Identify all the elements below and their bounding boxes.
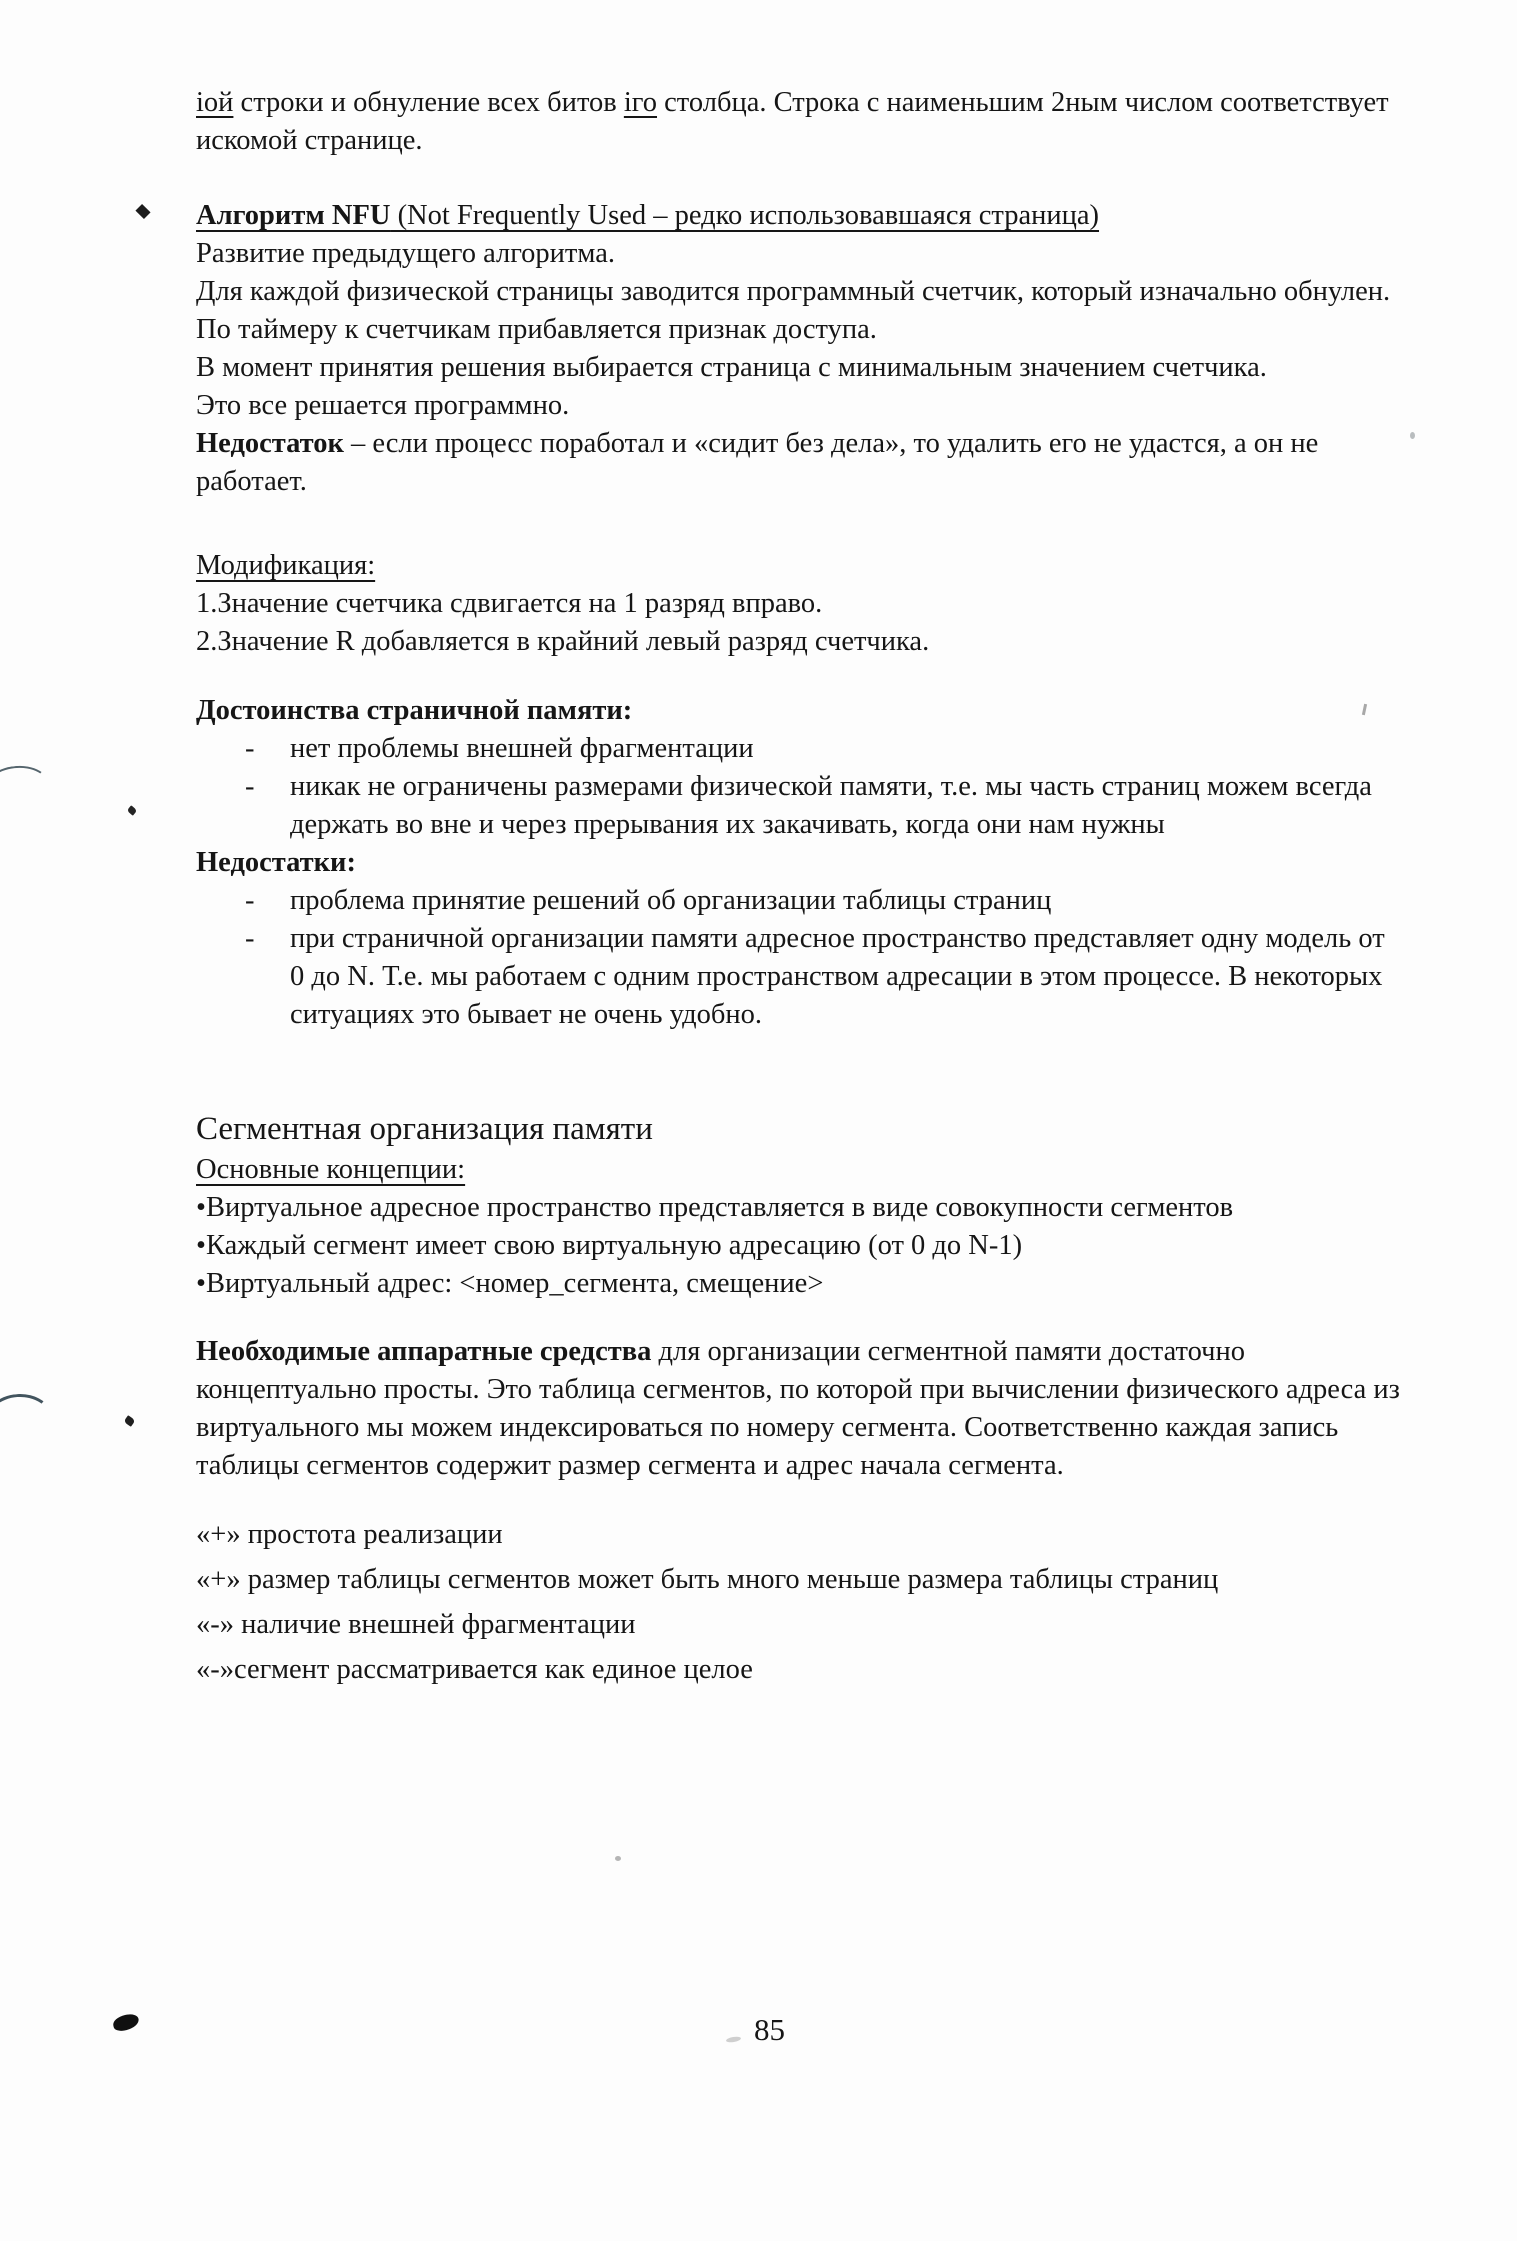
nfu-drawback-paragraph [196,425,1404,501]
nfu-paragraph: Для каждой физической страницы заводится программный счетчик, который изначально обнулен. По таймеру к счетчикам прибавляется признак доступа. [196,276,1391,345]
scan-arc-artifact [0,762,54,819]
segment-concepts [196,1151,1404,1303]
segment-section-title: Сегментная организация памяти [196,1111,653,1147]
scan-speck-artifact [615,1856,621,1861]
dash-marker: - [245,885,255,916]
nfu-drawback-label: Недостаток [196,428,344,459]
list-item [196,882,1404,920]
pros-cons-section [196,1516,1404,1689]
segment-hardware-section [196,1333,1404,1485]
page-content [196,84,1404,1696]
intro-paragraph [196,84,1404,160]
pros-cons-line: «-»сегмент рассматривается как единое целое [196,1654,753,1685]
advantages-heading [196,692,1404,730]
margin-ink-dot-icon [127,805,138,816]
advantages-section [196,692,1404,844]
dash-marker: - [245,771,255,802]
segment-bullet: •Каждый сегмент имеет свою виртуальную адресацию (от 0 до N-1) [196,1230,1023,1261]
disadvantages-heading-text: Недостатки: [196,847,356,878]
list-item [196,768,1404,844]
advantages-heading-text: Достоинства страничной памяти: [196,695,633,726]
list-item-text: никак не ограничены размерами физической памяти, т.е. мы часть страниц можем всегда держать во вне и через прерывания их закачивать, когда они нам нужны [290,771,1372,840]
page-number: 85 [754,2012,785,2047]
list-item-text: проблема принятие решений об организации таблицы страниц [290,885,1052,916]
modification-item: 2.Значение R добавляется в крайний левый разряд счетчика. [196,626,930,657]
nfu-drawback-text: – если процесс поработал и «сидит без дела», то удалить его не удастся, а он не работает. [196,428,1319,497]
segment-hardware-paragraph [196,1333,1404,1485]
segment-hardware-text: для организации сегментной памяти достаточно концептуально просты. Это таблица сегментов, по которой при вычислении физического адреса из виртуального мы можем индексироваться по номеру сегмента. Соответственно каждая запись таблицы сегментов содержит размер сегмента и адрес начала сегмента. [196,1336,1400,1481]
dash-marker: - [245,733,255,764]
segment-bullet: •Виртуальный адрес: <номер_сегмента, смещение> [196,1268,824,1299]
pros-cons-line: «+» размер таблицы сегментов может быть много меньше размера таблицы страниц [196,1564,1219,1595]
nfu-heading-rest: (Not Frequently Used – редко использовавшаяся страница) [390,200,1100,231]
dash-marker: - [245,923,255,954]
intro-underlined-ioi: iой [196,87,234,118]
segment-subtitle: Основные концепции: [196,1154,466,1185]
scan-speck-artifact [1410,432,1415,439]
list-item [196,730,1404,768]
disadvantages-heading [196,844,1404,882]
modification-item: 1.Значение счетчика сдвигается на 1 разряд вправо. [196,588,823,619]
pros-cons-line: «+» простота реализации [196,1519,503,1550]
diamond-bullet-icon [135,204,150,219]
intro-mid-text: строки и обнуление всех битов [233,87,624,118]
nfu-paragraph: Это все решается программно. [196,390,570,421]
pros-cons-line: «-» наличие внешней фрагментации [196,1609,636,1640]
disadvantages-section [196,844,1404,1034]
nfu-algorithm-section [196,197,1404,501]
intro-rest-text: столбца. Строка с наименьшим 2ным числом соответствует искомой странице. [196,87,1389,156]
segment-bullet: •Виртуальное адресное пространство представляется в виде совокупности сегментов [196,1192,1234,1223]
scan-arc-artifact [0,1392,56,1453]
modification-section [196,547,1404,661]
list-item-text: при страничной организации памяти адресное пространство представляет одну модель от 0 до N. Т.е. мы работаем с одним пространством адресации в этом процессе. В некоторых ситуациях это бывает не очень удобно. [290,923,1385,1030]
modification-heading: Модификация: [196,550,376,581]
nfu-paragraph: В момент принятия решения выбирается страница с минимальным значением счетчика. [196,352,1267,383]
list-item [196,920,1404,1034]
nfu-heading-bold: Алгоритм NFU [196,200,391,231]
nfu-heading [196,197,1404,235]
margin-ink-dot-icon [124,1415,136,1427]
segment-hardware-lead: Необходимые аппаратные средства [196,1336,652,1367]
intro-underlined-igo: iго [623,87,658,118]
nfu-paragraph: Развитие предыдущего алгоритма. [196,238,615,269]
list-item-text: нет проблемы внешней фрагментации [290,733,754,764]
